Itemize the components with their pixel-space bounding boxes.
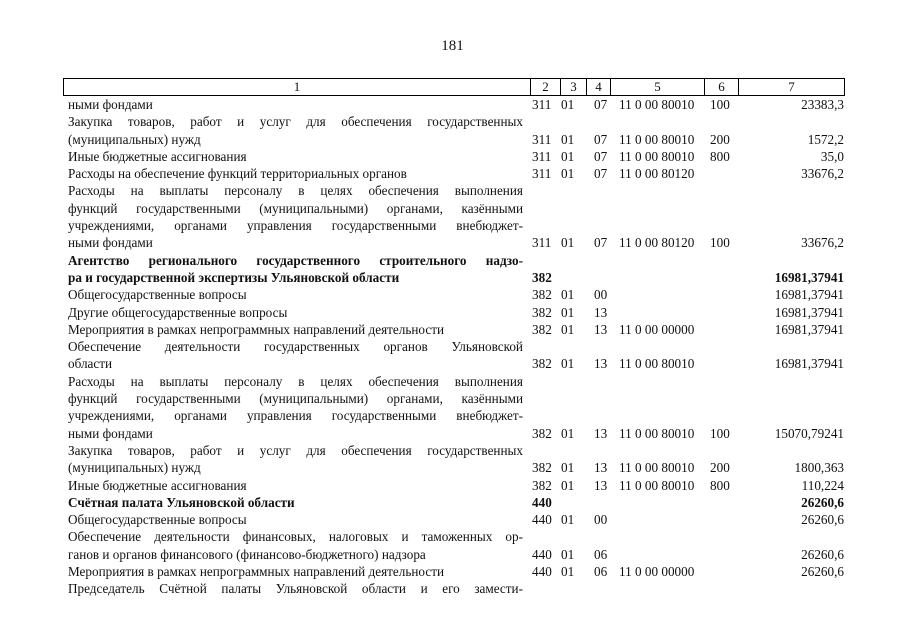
table-row xyxy=(0,528,905,563)
row-line xyxy=(0,200,905,217)
cell-c3: 01 xyxy=(561,425,575,441)
row-name-text: Иные бюджетные ассигнования xyxy=(68,477,247,493)
row-line xyxy=(0,234,905,251)
header-col-5: 5 xyxy=(610,79,704,95)
cell-c4: 13 xyxy=(594,460,608,476)
cell-c3: 01 xyxy=(561,166,575,182)
cell-c4: 07 xyxy=(594,148,608,164)
cell-c2: 311 xyxy=(532,131,552,147)
row-name-text: Иные бюджетные ассигнования xyxy=(68,148,247,164)
row-name-text: Расходы на обеспечение функций территориальных органов xyxy=(68,166,407,182)
cell-c3: 01 xyxy=(561,546,575,562)
cell-c2: 440 xyxy=(532,512,552,528)
cell-c5: 11 0 00 80010 xyxy=(619,477,695,493)
row-name-text: Расходы на выплаты персоналу в целях обеспечения выполнения xyxy=(68,183,523,199)
header-col-3: 3 xyxy=(560,79,586,95)
row-name-text: Обеспечение деятельности финансовых, налоговых и таможенных ор- xyxy=(68,529,523,545)
cell-c2: 382 xyxy=(532,321,552,337)
row-line xyxy=(0,425,905,442)
cell-c7: 16981,37941 xyxy=(774,356,844,372)
table-row xyxy=(0,511,905,528)
row-line xyxy=(0,96,905,113)
row-line xyxy=(0,217,905,234)
cell-c7: 1800,363 xyxy=(794,460,844,476)
cell-c5: 11 0 00 80010 xyxy=(619,97,695,112)
row-line xyxy=(0,459,905,476)
cell-c2: 382 xyxy=(532,356,552,372)
cell-c5: 11 0 00 80010 xyxy=(619,131,695,147)
row-name-text: функций государственными (муниципальными) органами, казёнными xyxy=(68,391,523,407)
row-name-text: Председатель Счётной палаты Ульяновской области и его замести- xyxy=(68,581,523,597)
row-name-text: ными фондами xyxy=(68,235,153,251)
cell-c2: 382 xyxy=(532,425,552,441)
cell-c7: 26260,6 xyxy=(801,564,844,580)
row-name-text: (муниципальных) нужд xyxy=(68,131,201,147)
cell-c2: 382 xyxy=(532,269,552,285)
cell-c4: 13 xyxy=(594,304,608,320)
table-row xyxy=(0,373,905,442)
row-line xyxy=(0,580,905,597)
cell-c2: 382 xyxy=(532,460,552,476)
row-line xyxy=(0,304,905,321)
cell-c6: 800 xyxy=(710,477,730,493)
cell-c4: 07 xyxy=(594,235,608,251)
cell-c7: 16981,37941 xyxy=(774,287,844,303)
row-line xyxy=(0,390,905,407)
cell-c4: 07 xyxy=(594,97,608,112)
cell-c4: 13 xyxy=(594,356,608,372)
header-col-1: 1 xyxy=(293,79,301,94)
cell-c7: 26260,6 xyxy=(801,512,844,528)
row-line xyxy=(0,148,905,165)
cell-c2: 311 xyxy=(532,97,552,112)
cell-c6: 100 xyxy=(710,235,730,251)
row-name-text: Мероприятия в рамках непрограммных направлений деятельности xyxy=(68,564,445,580)
cell-c4: 00 xyxy=(594,512,608,528)
table-row xyxy=(0,442,905,477)
row-line xyxy=(0,165,905,182)
table-row xyxy=(0,182,905,251)
row-name-text: Закупка товаров, работ и услуг для обеспечения государственных xyxy=(68,114,523,130)
cell-c3: 01 xyxy=(561,148,575,164)
row-line xyxy=(0,321,905,338)
cell-c3: 01 xyxy=(561,304,575,320)
table-row xyxy=(0,477,905,494)
cell-c3: 01 xyxy=(561,235,575,251)
row-line xyxy=(0,113,905,130)
table-row xyxy=(0,304,905,321)
row-name-text: Общегосударственные вопросы xyxy=(68,512,247,528)
row-line xyxy=(0,286,905,303)
header-col-2: 2 xyxy=(530,79,560,95)
cell-c6: 200 xyxy=(710,131,730,147)
cell-c4: 00 xyxy=(594,287,608,303)
cell-c4: 06 xyxy=(594,564,608,580)
cell-c5: 11 0 00 00000 xyxy=(619,321,695,337)
cell-c2: 382 xyxy=(532,287,552,303)
cell-c7: 23383,3 xyxy=(801,97,844,112)
row-line xyxy=(0,528,905,545)
row-name-text: Обеспечение деятельности государственных органов Ульяновской xyxy=(68,339,523,355)
cell-c4: 13 xyxy=(594,425,608,441)
row-name-text: Расходы на выплаты персоналу в целях обеспечения выполнения xyxy=(68,373,523,389)
header-col-7: 7 xyxy=(738,79,844,95)
header-col-4: 4 xyxy=(586,79,610,95)
cell-c5: 11 0 00 80010 xyxy=(619,356,695,372)
cell-c3: 01 xyxy=(561,97,575,112)
row-name-text: Мероприятия в рамках непрограммных направлений деятельности xyxy=(68,321,445,337)
cell-c3: 01 xyxy=(561,512,575,528)
cell-c4: 06 xyxy=(594,546,608,562)
row-line xyxy=(0,182,905,199)
row-name-text: Агентство регионального государственного строительного надзо- xyxy=(68,252,523,268)
cell-c5: 11 0 00 80120 xyxy=(619,166,695,182)
cell-c4: 13 xyxy=(594,321,608,337)
row-name-text: ными фондами xyxy=(68,97,153,112)
row-line xyxy=(0,338,905,355)
row-line xyxy=(0,373,905,390)
cell-c7: 16981,37941 xyxy=(774,269,844,285)
cell-c6: 100 xyxy=(710,97,730,112)
cell-c7: 16981,37941 xyxy=(774,321,844,337)
cell-c2: 440 xyxy=(532,546,552,562)
table-row xyxy=(0,563,905,580)
cell-c6: 100 xyxy=(710,425,730,441)
row-name-text: функций государственными (муниципальными) органами, казёнными xyxy=(68,200,523,216)
cell-c7: 1572,2 xyxy=(807,131,844,147)
cell-c7: 110,224 xyxy=(801,477,844,493)
cell-c6: 200 xyxy=(710,460,730,476)
cell-c5: 11 0 00 80010 xyxy=(619,425,695,441)
cell-c3: 01 xyxy=(561,321,575,337)
row-line xyxy=(0,269,905,286)
row-name-text: Другие общегосударственные вопросы xyxy=(68,304,288,320)
cell-c3: 01 xyxy=(561,460,575,476)
cell-c3: 01 xyxy=(561,564,575,580)
cell-c4: 13 xyxy=(594,477,608,493)
table-body xyxy=(0,96,905,598)
cell-c2: 311 xyxy=(532,148,552,164)
table-row xyxy=(0,96,905,113)
table-row xyxy=(0,113,905,148)
header-col-6: 6 xyxy=(704,79,738,95)
row-name-text: ра и государственной экспертизы Ульяновской области xyxy=(68,269,400,285)
row-name-text: Общегосударственные вопросы xyxy=(68,287,247,303)
cell-c7: 35,0 xyxy=(820,148,844,164)
row-name-text: учреждениями, органами управления государственными внебюджет- xyxy=(68,408,523,424)
table-row xyxy=(0,252,905,287)
cell-c7: 26260,6 xyxy=(801,546,844,562)
row-line xyxy=(0,252,905,269)
table-row xyxy=(0,286,905,303)
table-header xyxy=(63,78,845,96)
cell-c7: 26260,6 xyxy=(801,494,844,510)
row-line xyxy=(0,546,905,563)
row-line xyxy=(0,355,905,372)
cell-c4: 07 xyxy=(594,131,608,147)
cell-c3: 01 xyxy=(561,356,575,372)
row-name-text: учреждениями, органами управления государственными внебюджет- xyxy=(68,218,523,234)
table-row xyxy=(0,148,905,165)
cell-c2: 382 xyxy=(532,477,552,493)
cell-c2: 311 xyxy=(532,166,552,182)
cell-c5: 11 0 00 80010 xyxy=(619,148,695,164)
cell-c2: 440 xyxy=(532,494,552,510)
row-name-text: Счётная палата Ульяновской области xyxy=(68,494,295,510)
cell-c4: 07 xyxy=(594,166,608,182)
row-line xyxy=(0,477,905,494)
cell-c3: 01 xyxy=(561,131,575,147)
table-row xyxy=(0,165,905,182)
row-line xyxy=(0,131,905,148)
row-name-text: ганов и органов финансового (финансово-бюджетного) надзора xyxy=(68,546,426,562)
row-name-text: Закупка товаров, работ и услуг для обеспечения государственных xyxy=(68,442,523,458)
cell-c5: 11 0 00 00000 xyxy=(619,564,695,580)
row-line xyxy=(0,494,905,511)
row-name-text: ными фондами xyxy=(68,425,153,441)
cell-c6: 800 xyxy=(710,148,730,164)
cell-c2: 311 xyxy=(532,235,552,251)
table-row xyxy=(0,580,905,597)
cell-c3: 01 xyxy=(561,287,575,303)
cell-c2: 382 xyxy=(532,304,552,320)
cell-c7: 33676,2 xyxy=(801,235,844,251)
cell-c2: 440 xyxy=(532,564,552,580)
page-number: 181 xyxy=(441,38,464,54)
cell-c3: 01 xyxy=(561,477,575,493)
row-line xyxy=(0,511,905,528)
cell-c5: 11 0 00 80010 xyxy=(619,460,695,476)
table-row xyxy=(0,321,905,338)
table-row xyxy=(0,338,905,373)
row-name-text: (муниципальных) нужд xyxy=(68,460,201,476)
cell-c5: 11 0 00 80120 xyxy=(619,235,695,251)
cell-c7: 33676,2 xyxy=(801,166,844,182)
row-name-text: области xyxy=(68,356,113,372)
table-row xyxy=(0,494,905,511)
row-line xyxy=(0,407,905,424)
row-line xyxy=(0,442,905,459)
row-line xyxy=(0,563,905,580)
cell-c7: 16981,37941 xyxy=(774,304,844,320)
cell-c7: 15070,79241 xyxy=(774,425,844,441)
